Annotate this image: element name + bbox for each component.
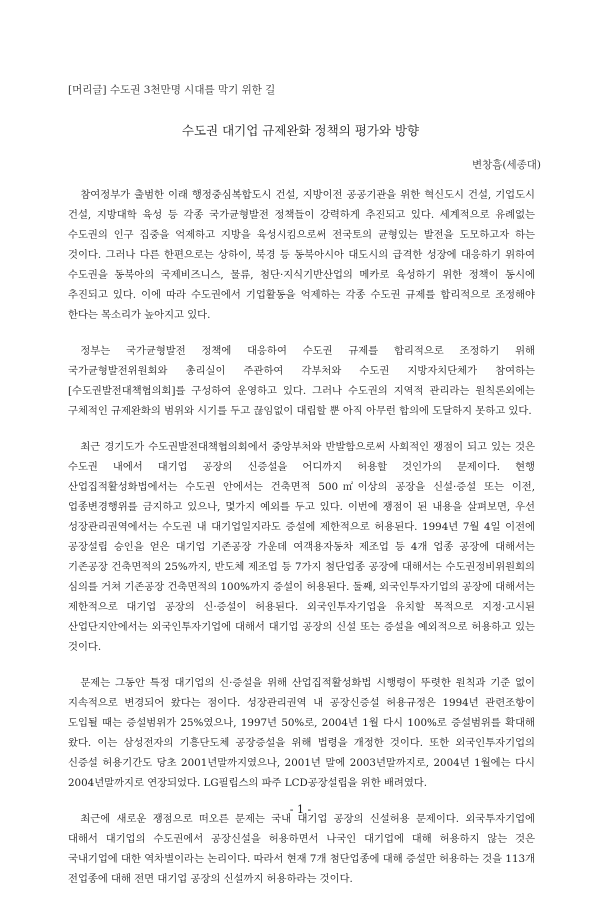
paragraph-5: 최근에 새로운 쟁점으로 떠오른 문제는 국내 대기업 공장의 신설허용 문제이다. 외국투자기업에 대해서 대기업의 수도권에서 공장신설을 허용하면서 나국인 대기업에 대해 허용하지 않는 것은 국내기업에 대한 역차별이라는 논리이다. 따라서 현재 7개 첨단업종에 대해 증설만 허용하는 것을 113개 전업종에 대해 전면 대기업 공장의 신설까지 허용하라는 것이다. (68, 813, 535, 885)
page-number: - 1 - (289, 803, 312, 816)
document-title: 수도권 대기업 규제완화 정책의 평가와 방향 (181, 123, 420, 138)
author-byline: 변창흠(세종대) (471, 159, 541, 171)
paragraph-3: 최근 경기도가 수도권발전대책협의회에서 중앙부처와 반발함으로써 사회적인 쟁점이 되고 있는 것은 수도권 내에서 대기업 공장의 신증설을 어디까지 허용할 것인가의 문제이다. 현행 산업집적활성화법에서는 수도권 안에서는 건축면적 500㎡이상의 공장을 신설·증설 또는 이전, 업종변경행위를 금지하고 있으나, 몇가지 예외를 두고 있다. 이번에 쟁점이 된 내용을 살펴보면, 우선 성장관리권역에서는 수도권 내 대기업일지라도 증설에 제한적으로 허용된다. 1994년 7월 4일 이전에 공장설립 승인을 얻은 대기업 기존공장 가운데 여객용자동차 제조업 등 4개 업종 공장에 대해서는 기존공장 건축면적의 25%까지, 반도체 제조업 등 7가지 첨단업종 공장에 대해서는 수도권정비위원회의 심의를 거쳐 기존공장 건축면적의 100%까지 증설이 허용된다. 둘째, 외국인투자기업의 공장에 대해서는 제한적으로 대기업 공장의 신·증설이 허용된다. 외국인투자기업을 유치할 목적으로 지정·고시된 산업단지안에서는 외국인투자기업에 대해서 대기업 공장의 신설 또는 증설을 예외적으로 허용하고 있는 것이다. (68, 441, 535, 653)
document-body (68, 185, 535, 905)
paragraph-4: 문제는 그동안 특정 대기업의 신·증설을 위해 산업집적활성화법 시행령이 뚜렷한 원칙과 기준 없이 지속적으로 변경되어 왔다는 점이다. 성장관리권역 내 공장신증설 허용규정은 1994년 관련조항이 도입될 때는 증설범위가 25%였으나, 1997년 50%로, 2004년 1월 다시 100%로 증설범위를 확대해 왔다. 이는 삼성전자의 기흥단도체 공장증설을 위해 법령을 개정한 것이다. 또한 외국인투자기업의 신증설 허용기간도 당초 2001년말까지였으나, 2001년 말에 2003년말까지로, 2004년 1월에는 다시 2004년말까지로 연장되었다. LG필립스의 파주 LCD공장설립을 위한 배려였다. (68, 677, 535, 789)
series-header: [머리글] 수도권 3천만명 시대를 막기 위한 길 (68, 84, 276, 96)
paragraph-2: 정부는 국가균형발전 정책에 대응하여 수도권 규제를 합리적으로 조정하기 위해 국가균형발전위원회와 총리실이 주관하여 각부처와 수도권 지방자치단체가 참여하는 [수도권발전대책협의회]를 구성하여 운영하고 있다. 그러나 수도권의 지역적 관리라는 원칙론외에는 구체적인 규제완화의 범위와 시기를 두고 끊임없이 대립할 뿐 아직 아무런 합의에 도달하지 못하고 있다. (68, 345, 535, 417)
paragraph-1: 참여정부가 출범한 이래 행정중심복합도시 건설, 지방이전 공공기관을 위한 혁신도시 건설, 기업도시 건설, 지방대학 육성 등 각종 국가균형발전 정책들이 강력하게 추진되고 있다. 세계적으로 유례없는 수도권의 인구 집중을 억제하고 지방을 육성시킴으로써 전국토의 균형있는 발전을 도모하고자 하는 것이다. 그러나 다른 한편으로는 상하이, 북경 등 동북아시아 대도시의 급격한 성장에 대응하기 위하여 수도권을 동북아의 국제비즈니스, 물류, 첨단·지식기반산업의 메카로 육성하기 위한 정책이 동시에 추진되고 있다. 이에 따라 수도권에서 기업활동을 억제하는 각종 수도권 규제를 합리적으로 조정해야 한다는 목소리가 높아지고 있다. (68, 189, 535, 321)
